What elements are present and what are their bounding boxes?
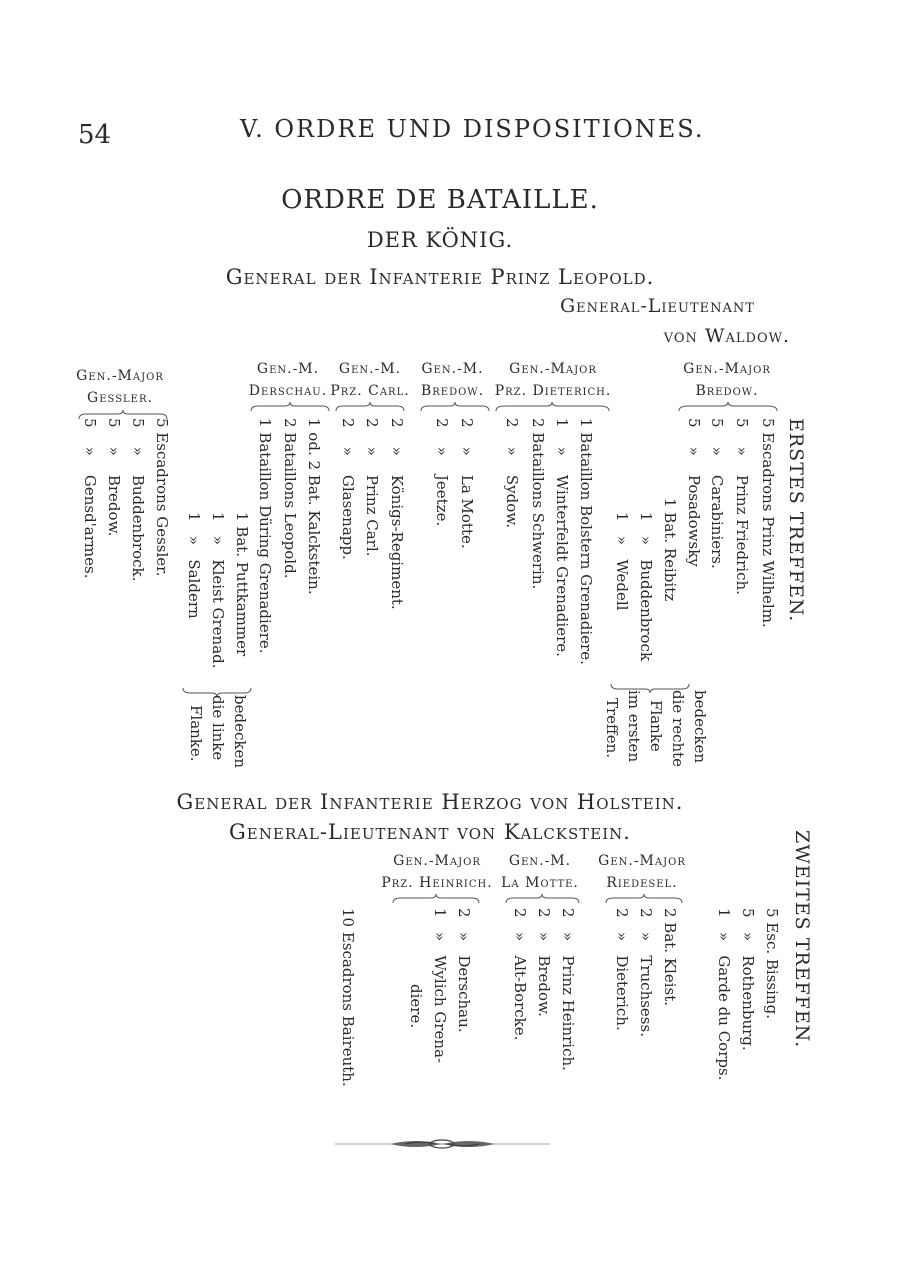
- running-head: V. ORDRE UND DISPOSITIONES.: [240, 115, 705, 143]
- note-right-flank-line: die rechte: [669, 690, 687, 768]
- unit-line: 1 » Winterfeldt Grenadiere.: [553, 418, 571, 657]
- brace-bredow-m: [420, 402, 490, 412]
- commander-bredow-major: Gen.-Major Bredow.: [683, 361, 771, 399]
- unit-line: 2 » Prinz Heinrich.: [559, 908, 577, 1071]
- general-lieutenant-first-line2: von Waldow.: [663, 325, 790, 347]
- brace-bredow-major: [678, 402, 778, 412]
- unit-line: 5 » Prinz Friedrich.: [733, 418, 751, 595]
- unit-line: 2 Bataillons Leopold.: [281, 418, 299, 579]
- brace-prz-carl: [335, 402, 405, 412]
- unit-line: diere.: [407, 984, 425, 1029]
- unit-line: 1 » Kleist Grenad.: [209, 512, 227, 669]
- unit-line: 10 Escadrons Baireuth.: [339, 908, 357, 1087]
- general-infanterie-first: General der Infanterie Prinz Leopold.: [225, 265, 655, 289]
- unit-line: 2 » Prinz Carl.: [363, 418, 381, 557]
- unit-line: 5 » Gensd'armes.: [81, 418, 99, 579]
- note-left-flank-line: bedecken: [231, 695, 249, 768]
- king-heading: DER KÖNIG.: [366, 228, 514, 252]
- treffen-label-second: ZWEITES TREFFEN.: [791, 830, 813, 1049]
- brace-derschau: [250, 402, 330, 412]
- unit-line: 2 » Glasenapp.: [339, 418, 357, 560]
- general-lieutenant-second: General-Lieutenant von Kalckstein.: [229, 820, 631, 844]
- unit-line: 2 » Sydow.: [503, 418, 521, 529]
- main-title: ORDRE DE BATAILLE.: [281, 185, 599, 215]
- note-right-flank-line: bedecken: [691, 690, 709, 763]
- note-left-flank-line: die linke: [209, 695, 227, 761]
- note-right-flank-line: Flanke: [647, 700, 665, 752]
- commander-bredow-m: Gen.-M. Bredow.: [420, 361, 485, 399]
- unit-line: 5 » Posadowsky: [685, 418, 703, 567]
- unit-line: 2 » Alt-Borcke.: [511, 908, 529, 1041]
- commander-derschau: Gen.-M. Derschau.: [248, 361, 328, 399]
- unit-line: 1 Bat. Puttkammer: [233, 512, 251, 657]
- brace-la-motte: [505, 894, 580, 904]
- brace-prz-heinrich: [392, 894, 480, 904]
- note-left-flank-line: Flanke.: [187, 705, 205, 762]
- unit-line: 5 Esc. Bissing.: [763, 908, 781, 1019]
- brace-right-flank: [610, 678, 690, 688]
- unit-line: 1 Bataillon Düring Grenadiere.: [256, 418, 274, 654]
- ornament-divider: [335, 1135, 550, 1153]
- unit-line: 1 » Wylich Grena-: [431, 908, 449, 1064]
- commander-prz-dieterich: Gen.-Major Prz. Dieterich.: [494, 361, 612, 399]
- unit-line: 2 » La Motte.: [458, 418, 476, 549]
- brace-prz-dieterich: [495, 402, 610, 412]
- unit-line: 5 Escadrons Gessler.: [153, 418, 171, 577]
- unit-line: 5 » Rothenburg.: [739, 908, 757, 1051]
- unit-line: 2 » Derschau.: [455, 908, 473, 1033]
- note-right-flank-line: im ersten: [625, 690, 643, 763]
- unit-line: 1 » Wedell: [613, 512, 631, 611]
- commander-gessler: Gen.-Major Gessler.: [76, 368, 164, 406]
- unit-line: 2 » Truchsess.: [637, 908, 655, 1037]
- unit-line: 1 Bataillon Bolstern Grenadiere.: [577, 418, 595, 665]
- note-right-flank-line: Treffen.: [603, 698, 621, 759]
- unit-line: 1 od. 2 Bat. Kalckstein.: [305, 418, 323, 595]
- general-lieutenant-first-line1: General-Lieutenant: [560, 295, 755, 317]
- commander-la-motte: Gen.-M. La Motte.: [501, 853, 579, 891]
- unit-line: 5 » Buddenbrock.: [129, 418, 147, 582]
- unit-line: 5 Escadrons Prinz Wilhelm.: [759, 418, 777, 628]
- commander-prz-heinrich: Gen.-Major Prz. Heinrich.: [381, 853, 493, 891]
- unit-line: 1 Bat. Reibitz: [661, 498, 679, 602]
- unit-line: 2 » Jeetze.: [433, 418, 451, 527]
- unit-line: 1 » Saldern: [185, 512, 203, 619]
- unit-line: 1 » Buddenbrock: [637, 512, 655, 662]
- brace-left-flank: [182, 682, 252, 692]
- unit-line: 2 » Bredow.: [535, 908, 553, 1017]
- unit-line: 5 » Bredow.: [105, 418, 123, 537]
- commander-prz-carl: Gen.-M. Prz. Carl.: [330, 361, 410, 399]
- general-infanterie-second: General der Infanterie Herzog von Holstein.: [176, 790, 684, 814]
- treffen-label-first: ERSTES TREFFEN.: [785, 418, 807, 623]
- unit-line: 2 Bataillons Schwerin.: [529, 418, 547, 590]
- unit-line: 1 » Garde du Corps.: [715, 908, 733, 1081]
- brace-riedesel: [605, 894, 683, 904]
- commander-riedesel: Gen.-Major Riedesel.: [598, 853, 686, 891]
- unit-line: 2 » Königs-Regiment.: [388, 418, 406, 610]
- unit-line: 2 » Dieterich.: [613, 908, 631, 1031]
- unit-line: 2 Bat. Kleist.: [661, 908, 679, 1007]
- page-number: 54: [78, 120, 112, 150]
- unit-line: 5 » Carabiniers.: [708, 418, 726, 569]
